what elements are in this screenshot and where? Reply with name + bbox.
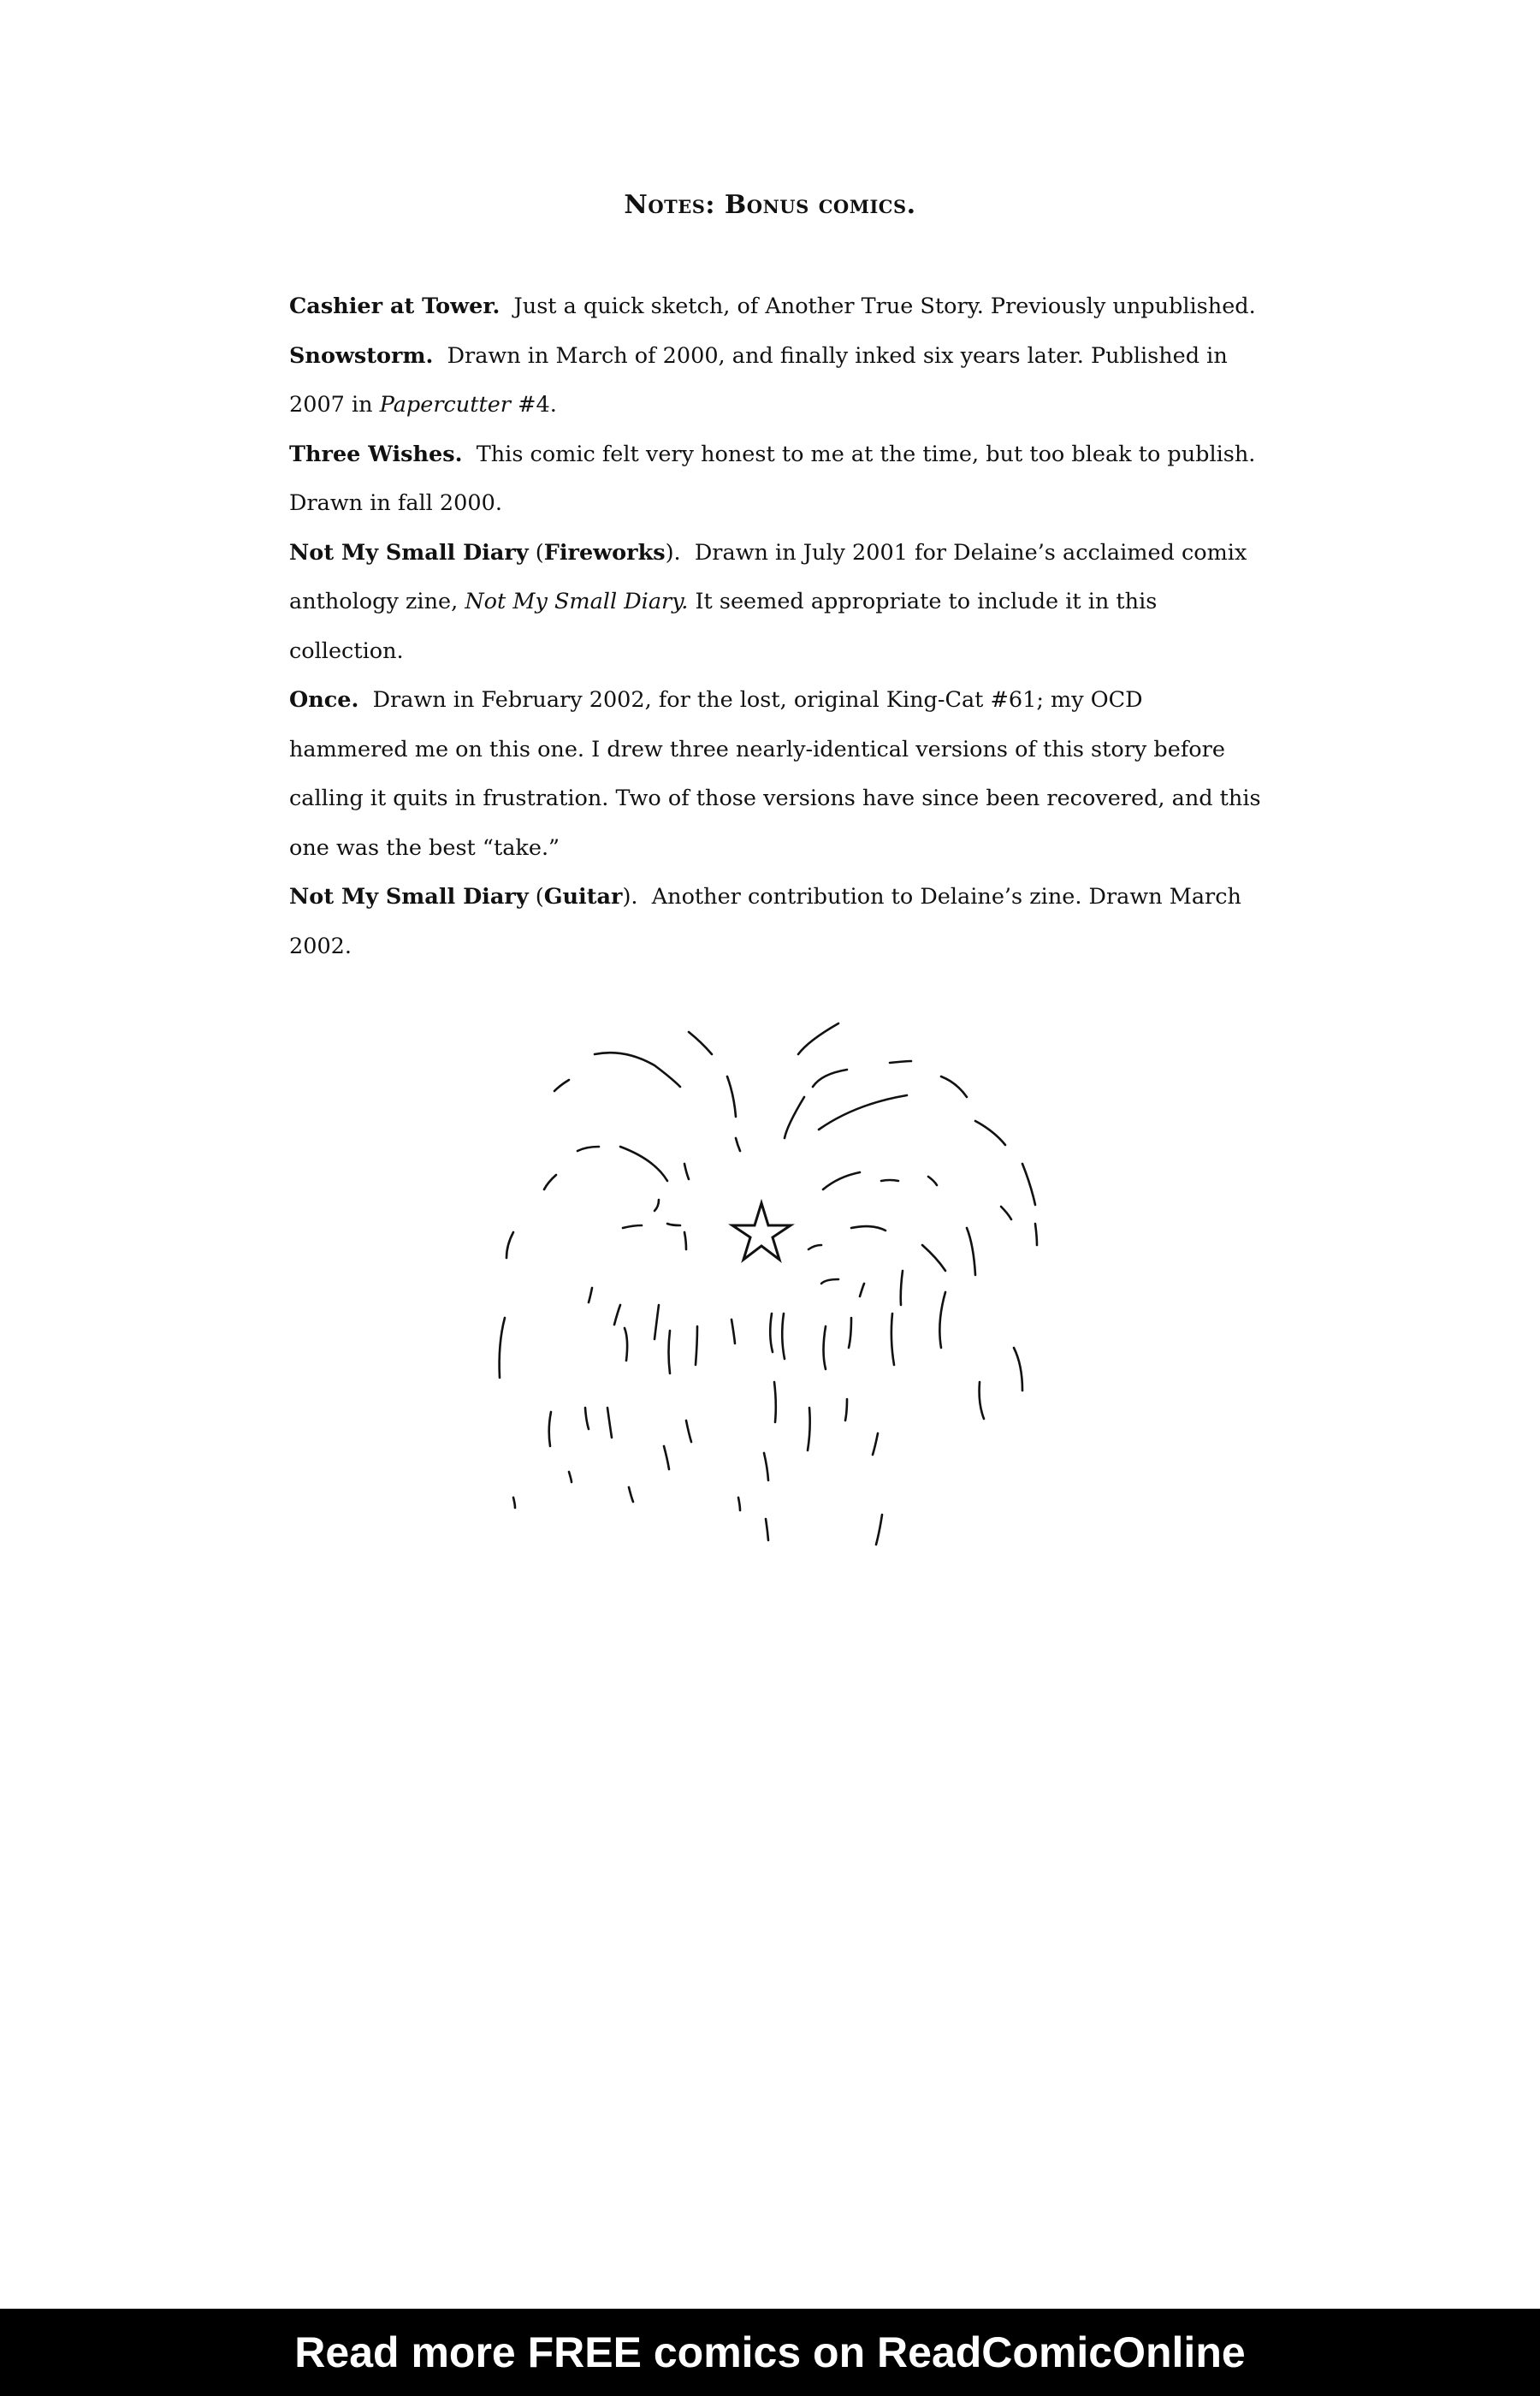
notes-list <box>289 282 1265 971</box>
note-subheading: Fireworks <box>543 539 666 566</box>
note-body: Another contribution to Delaine’s zine. Drawn March 2002. <box>289 884 1241 959</box>
note-heading: Snowstorm. <box>289 342 434 369</box>
fireworks-illustration <box>462 1001 1078 1583</box>
note-once <box>289 676 1265 873</box>
promo-banner[interactable]: Read more FREE comics on ReadComicOnline <box>0 2309 1540 2396</box>
note-body: Drawn in February 2002, for the lost, original King-Cat #61; my OCD hammered me on this one. I drew three nearly-identical versions of this story before calling it quits in frustration. Two of those versions have since been recovered, and this one was the best “take.” <box>289 687 1261 861</box>
note-not-my-small-diary-fireworks: Not My Small Diary (Fireworks). Drawn in July 2001 for Delaine’s acclaimed comix anthology zine, Not My Small Diary. It seemed appropriate to include it in this collection. <box>289 539 1247 664</box>
note-tail: It seemed appropriate to include it in this collection. <box>289 589 1158 664</box>
note-italic-title: Not My Small Diary. <box>465 589 689 614</box>
note-heading: Three Wishes. <box>289 441 463 467</box>
note-cashier-at-tower <box>289 282 1265 332</box>
note-body: Drawn in July 2001 for Delaine’s acclaimed comix anthology zine, <box>289 539 1247 614</box>
note-tail: #4. <box>511 392 557 418</box>
note-body: This comic felt very honest to me at the time, but too bleak to publish. Drawn in fall 2000. <box>289 441 1256 516</box>
note-heading: Not My Small Diary <box>289 884 529 910</box>
note-italic-title: Papercutter <box>379 392 511 418</box>
note-body: Drawn in March of 2000, and finally inked six years later. Published in 2007 in <box>289 342 1228 418</box>
note-body: Just a quick sketch, of Another True Story. Previously unpublished. <box>513 294 1256 319</box>
note-three-wishes <box>289 430 1265 529</box>
note-heading: Cashier at Tower. <box>289 294 500 319</box>
star-icon <box>732 1203 791 1260</box>
note-subheading: Guitar <box>543 884 623 910</box>
note-heading: Not My Small Diary <box>289 539 529 566</box>
note-snowstorm <box>289 332 1265 430</box>
page-title: Notes: Bonus comics. <box>624 190 916 220</box>
note-heading: Once. <box>289 687 359 713</box>
note-not-my-small-diary-guitar: Not My Small Diary (Guitar). Another contribution to Delaine’s zine. Drawn March 2002. <box>289 884 1241 959</box>
fireworks-drawing <box>462 1001 1078 1583</box>
